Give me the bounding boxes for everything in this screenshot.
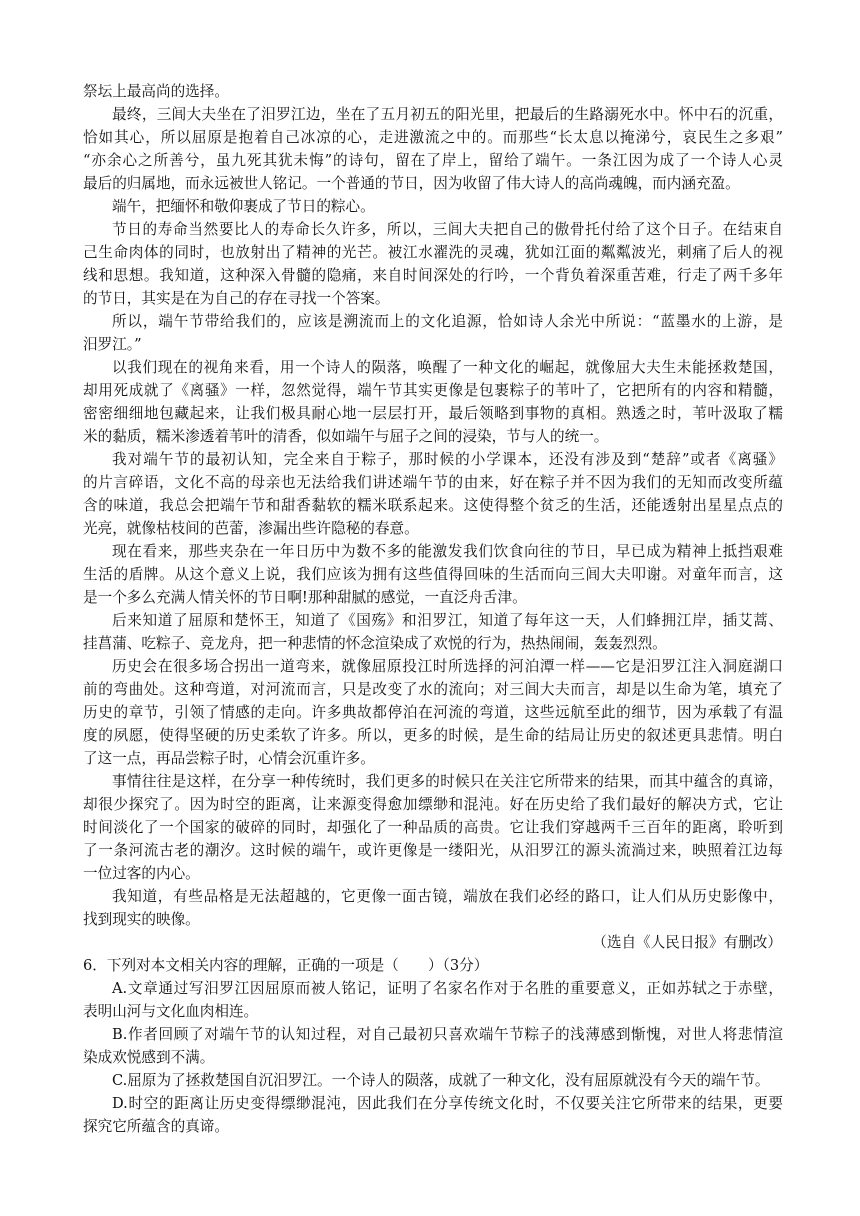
option-a-line-1: A.文章通过写汨罗江因屈原而被人铭记，证明了名家名作对于名胜的重要意义，正如苏轼之于赤壁，	[112, 980, 783, 997]
article-line: 找到现实的映像。	[83, 911, 200, 928]
article-line: 线和思想。我知道，这种深入骨髓的隐痛，来自时间深处的行吟，一个背负着深重苦难，行走了两千多年	[83, 267, 783, 284]
option-b-line-1: B.作者回顾了对端午节的认知过程，对自己最初只喜欢端午节粽子的浅薄感到惭愧，对世人将悲情渲	[112, 1026, 783, 1043]
article-line: 度的夙愿，使得坚硬的历史柔软了许多。所以，更多的时候，是生命的结局让历史的叙述更具悲情。明白	[83, 727, 783, 744]
article-line: 最终，三闾大夫坐在了汨罗江边，坐在了五月初五的阳光里，把最后的生路溺死水中。怀中石的沉重，	[112, 106, 783, 123]
article-source: （选自《人民日报》有删改）	[592, 934, 782, 951]
article-line: 端午，把缅怀和敬仰裹成了节日的粽心。	[112, 198, 375, 215]
article-line: 以我们现在的视角来看，用一个诗人的陨落，唤醒了一种文化的崛起，就像屈大夫生未能拯救楚国，	[112, 359, 783, 376]
article-line: 汨罗江。”	[83, 336, 142, 353]
article-line: 祭坛上最高尚的选择。	[83, 83, 229, 100]
article-line: 挂菖蒲、吃粽子、竞龙舟，把一种悲情的怀念渲染成了欢悦的行为，热热闹闹，轰轰烈烈。	[83, 635, 667, 652]
article-line: 后来知道了屈原和楚怀王，知道了《国殇》和汨罗江，知道了每年这一天，人们蜂拥江岸，插艾蒿、	[112, 612, 783, 629]
article-line: 最后的归属地，而永远被世人铭记。一个普通的节日，因为收留了伟大诗人的高尚魂魄，而内涵充盈。	[83, 175, 740, 192]
article-line: 事情往往是这样，在分享一种传统时，我们更多的时候只在关注它所带来的结果，而其中蕴含的真谛，	[112, 773, 783, 790]
article-line: 历史的章节，引领了情感的走向。许多典故都停泊在河流的弯道，这些远航至此的细节，因为承载了有温	[83, 704, 783, 721]
article-line: 却用死成就了《离骚》一样，忽然觉得，端午节其实更像是包裹粽子的苇叶了，它把所有的内容和精髓，	[83, 382, 783, 399]
question-stem: 6．下列对本文相关内容的理解，正确的一项是（ ）（3分）	[83, 957, 489, 974]
article-line: 密密细细地包藏起来，让我们极具耐心地一层层打开，最后领略到事物的真相。熟透之时，苇叶汲取了糯	[83, 405, 783, 422]
article-line: 了一条河流古老的潮汐。这时候的端午，或许更像是一缕阳光，从汨罗江的源头流淌过来，映照着江边每	[83, 842, 783, 859]
article-line: “亦余心之所善兮，虽九死其犹未悔”的诗句，留在了岸上，留给了端午。一条江因为成了一个诗人心灵	[83, 152, 783, 169]
article-line: 米的黏质，糯米渗透着苇叶的清香，似如端午与屈子之间的浸染，节与人的统一。	[83, 428, 609, 445]
article-line: 的片言碎语，文化不高的母亲也无法给我们讲述端午节的由来，好在粽子并不因为我们的无知而改变所蕴	[83, 474, 783, 491]
article-line: 我知道，有些品格是无法超越的，它更像一面古镜，端放在我们必经的路口，让人们从历史影像中，	[112, 888, 783, 905]
article-line: 时间淡化了一个国家的破碎的同时，却强化了一种品质的高贵。它让我们穿越两千三百年的距离，聆听到	[83, 819, 783, 836]
article-line: 前的弯曲处。这种弯道，对河流而言，只是改变了水的流向；对三闾大夫而言，却是以生命为笔，填充了	[83, 681, 783, 698]
article-line: 是一个多么充满人情关怀的节日啊!那种甜腻的感觉，一直泛舟舌津。	[83, 589, 527, 606]
option-d-line-1: D.时空的距离让历史变得缥缈混沌，因此我们在分享传统文化时，不仅要关注它所带来的结果，更要	[112, 1095, 783, 1112]
article-line: 却很少探究了。因为时空的距离，让来源变得愈加缥缈和混沌。好在历史给了我们最好的解决方式，它让	[83, 796, 783, 813]
article-line: 我对端午节的最初认知，完全来自于粽子，那时候的小学课本，还没有涉及到“楚辞”或者《离骚》	[112, 451, 783, 468]
article-line: 了这一点，再品尝粽子时，心情会沉重许多。	[83, 750, 375, 767]
article-line: 己生命肉体的同时，也放射出了精神的光芒。被江水濯洗的灵魂，犹如江面的粼粼波光，刺痛了后人的视	[83, 244, 783, 261]
article-line: 一位过客的内心。	[83, 865, 200, 882]
article-line: 生活的盾牌。从这个意义上说，我们应该为拥有这些值得回味的生活而向三闾大夫叩谢。对童年而言，这	[83, 566, 783, 583]
article-line: 所以，端午节带给我们的，应该是溯流而上的文化追源，恰如诗人余光中所说：“蓝墨水的上游，是	[112, 313, 783, 330]
option-a-line-2: 表明山河与文化血肉相连。	[83, 1003, 259, 1020]
option-d-line-2: 探究它所蕴含的真谛。	[83, 1118, 229, 1135]
article-line: 节日的寿命当然要比人的寿命长久许多，所以，三闾大夫把自己的傲骨托付给了这个日子。在结束自	[112, 221, 783, 238]
article-line: 恰如其心，所以屈原是抱着自己冰凉的心，走进激流之中的。而那些“长太息以掩涕兮，哀民生之多艰”	[83, 129, 783, 146]
article-line: 含的味道，我总会把端午节和甜香黏软的糯米联系起来。这使得整个贫乏的生活，还能透射出星星点点的	[83, 497, 783, 514]
article-line: 历史会在很多场合拐出一道弯来，就像屈原投江时所选择的河泊潭一样——它是汨罗江注入洞庭湖口	[112, 658, 783, 675]
article-line: 现在看来，那些夹杂在一年日历中为数不多的能激发我们饮食向往的节日，早已成为精神上抵挡艰难	[112, 543, 783, 560]
option-c-line-1: C.屈原为了拯救楚国自沉汨罗江。一个诗人的陨落，成就了一种文化，没有屈原就没有今天的端午节。	[112, 1072, 770, 1089]
article-line: 的节日，其实是在为自己的存在寻找一个答案。	[83, 290, 390, 307]
option-b-line-2: 染成欢悦感到不满。	[83, 1049, 215, 1066]
article-line: 光亮，就像枯枝间的芭蕾，渗漏出些许隐秘的春意。	[83, 520, 419, 537]
